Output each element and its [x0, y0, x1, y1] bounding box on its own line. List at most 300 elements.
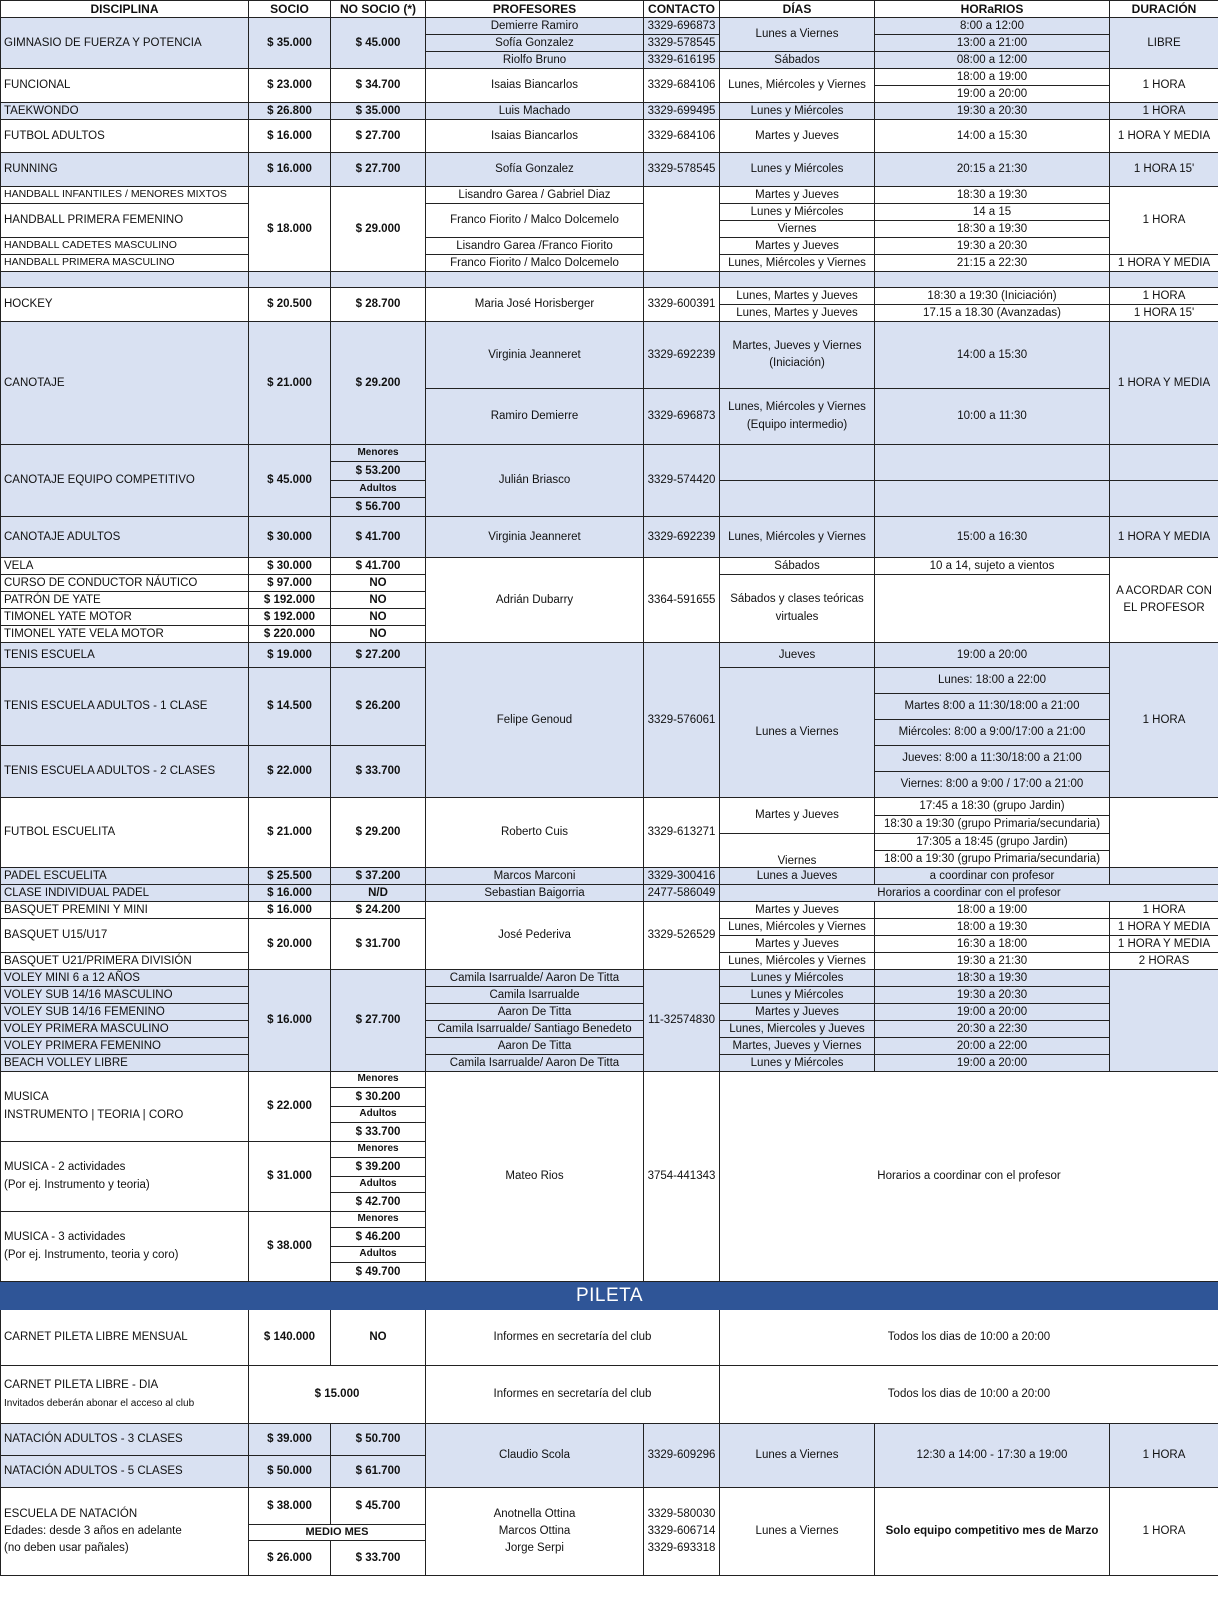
- discipline-name: HOCKEY: [1, 288, 249, 322]
- socio-price: $ 14.500: [249, 668, 331, 746]
- teacher: Isaias Biancarlos: [426, 120, 644, 153]
- table-row: [1, 1021, 1218, 1038]
- teacher: Camila Isarrualde/ Aaron De Titta: [426, 1055, 644, 1072]
- discipline-name: TENIS ESCUELA: [1, 643, 249, 668]
- socio-price: $ 21.000: [249, 322, 331, 445]
- table-row: [1, 987, 1218, 1004]
- table-row: [1, 238, 1218, 255]
- socio-price: $ 30.000: [249, 517, 331, 558]
- phone: 3329-696873: [644, 389, 720, 445]
- musica-title: MUSICA - 3 actividades: [4, 1231, 126, 1244]
- no-socio-price: NO: [331, 609, 426, 626]
- socio-price: $ 25.500: [249, 868, 331, 885]
- no-socio-price: $ 41.700: [331, 558, 426, 575]
- days: Sábados: [720, 52, 875, 69]
- schedule: Horarios a coordinar con el profesor: [720, 885, 1218, 902]
- musica-title: MUSICA: [4, 1091, 49, 1104]
- days: Lunes y Miércoles: [720, 987, 875, 1004]
- phone: 3329-692239: [644, 322, 720, 389]
- table-row: [1, 288, 1218, 305]
- duration: 1 HORA Y MEDIA: [1110, 517, 1218, 558]
- adultos-label: Adultos: [331, 1247, 426, 1263]
- teacher: Virginia Jeanneret: [426, 517, 644, 558]
- duration: [1110, 970, 1218, 1072]
- schedule: 14:00 a 15:30: [875, 120, 1110, 153]
- teacher: Demierre Ramiro: [426, 18, 644, 35]
- phone: 3754-441343: [644, 1072, 720, 1282]
- teacher: Claudio Scola: [426, 1424, 644, 1488]
- escuela-title: ESCUELA DE NATACIÓN: [4, 1507, 138, 1520]
- phone-number: 3329-606714: [647, 1524, 716, 1537]
- schedule: 19:30 a 21:30: [875, 953, 1110, 970]
- discipline-name: FUNCIONAL: [1, 69, 249, 103]
- socio-price: $ 26.800: [249, 103, 331, 120]
- phone-number: 3329-580030: [647, 1507, 716, 1520]
- socio-price: $ 192.000: [249, 609, 331, 626]
- musica-subtitle: (Por ej. Instrumento, teoria y coro): [4, 1248, 179, 1261]
- table-row: [1, 1055, 1218, 1072]
- socio-price: $ 19.000: [249, 643, 331, 668]
- days: [720, 445, 875, 481]
- no-socio-price: $ 61.700: [331, 1456, 426, 1488]
- table-row: [1, 120, 1218, 153]
- musica-subtitle: (Por ej. Instrumento y teoria): [4, 1178, 150, 1191]
- phone: 3329-576061: [644, 643, 720, 798]
- schedule: 18:30 a 19:30 (Iniciación): [875, 288, 1110, 305]
- schedule: 18:00 a 19:00: [875, 69, 1110, 86]
- discipline-name: PADEL ESCUELITA: [1, 868, 249, 885]
- schedule: 20:30 a 22:30: [875, 1021, 1110, 1038]
- schedule: [875, 575, 1110, 643]
- table-row: [1, 643, 1218, 668]
- discipline-name: PATRÓN DE YATE: [1, 592, 249, 609]
- table-row: [1, 970, 1218, 987]
- discipline-name: NATACIÓN ADULTOS - 5 CLASES: [1, 1456, 249, 1488]
- teacher: Sofía Gonzalez: [426, 153, 644, 187]
- phone-number: 3329-693318: [647, 1542, 716, 1555]
- teacher: Felipe Genoud: [426, 643, 644, 798]
- socio-price: $ 192.000: [249, 592, 331, 609]
- duration: 2 HORAS: [1110, 953, 1218, 970]
- duration: 1 HORA 15': [1110, 305, 1218, 322]
- schedule: 19:30 a 20:30: [875, 238, 1110, 255]
- carnet-dia-title: CARNET PILETA LIBRE - DIA: [4, 1379, 159, 1392]
- no-socio-price: $ 28.700: [331, 288, 426, 322]
- discipline-name: FUTBOL ESCUELITA: [1, 798, 249, 868]
- days: Viernes: [720, 221, 875, 238]
- discipline-name: VOLEY SUB 14/16 FEMENINO: [1, 1004, 249, 1021]
- socio-price: $ 45.000: [249, 445, 331, 517]
- days: Martes, Jueves y Viernes (Iniciación): [720, 322, 875, 389]
- phone: 3329-600391: [644, 288, 720, 322]
- schedule: 19:00 a 20:00: [875, 86, 1110, 103]
- no-socio-price: $ 35.000: [331, 103, 426, 120]
- discipline-name: TIMONEL YATE VELA MOTOR: [1, 626, 249, 643]
- days: Lunes y Miércoles: [720, 204, 875, 221]
- discipline-name: VOLEY PRIMERA MASCULINO: [1, 1021, 249, 1038]
- duration: 1 HORA: [1110, 1488, 1218, 1576]
- socio-price: $ 23.000: [249, 69, 331, 103]
- socio-price: $ 18.000: [249, 187, 331, 272]
- teacher-name: Marcos Ottina: [498, 1524, 571, 1537]
- days: Lunes, Miércoles y Viernes: [720, 69, 875, 103]
- section-header-row: [1, 1282, 1218, 1310]
- no-socio-price: $ 27.200: [331, 643, 426, 668]
- days: Sábados y clases teóricas virtuales: [720, 575, 875, 643]
- phone: [644, 187, 720, 272]
- teacher: Roberto Cuis: [426, 798, 644, 868]
- discipline-name: GIMNASIO DE FUERZA Y POTENCIA: [1, 18, 249, 69]
- schedule: 08:00 a 12:00: [875, 52, 1110, 69]
- discipline-name: CANOTAJE: [1, 322, 249, 445]
- menores-label: Menores: [331, 1212, 426, 1228]
- teacher: Adrián Dubarry: [426, 558, 644, 643]
- discipline-name: FUTBOL ADULTOS: [1, 120, 249, 153]
- discipline-name: HANDBALL PRIMERA FEMENINO: [1, 204, 249, 238]
- duration: A ACORDAR CON EL PROFESOR: [1110, 558, 1218, 643]
- menores-label: Menores: [331, 1072, 426, 1088]
- discipline-name: TAEKWONDO: [1, 103, 249, 120]
- schedule: Todos los dias de 10:00 a 20:00: [720, 1310, 1218, 1366]
- days: Lunes, Miércoles y Viernes: [720, 255, 875, 272]
- discipline-name: HANDBALL INFANTILES / MENORES MIXTOS: [1, 187, 249, 204]
- teacher: Maria José Horisberger: [426, 288, 644, 322]
- schedule: Lunes: 18:00 a 22:00: [875, 668, 1110, 694]
- table-row: [1, 517, 1218, 558]
- days: Martes y Jueves: [720, 902, 875, 919]
- teacher: Franco Fiorito / Malco Dolcemelo: [426, 204, 644, 238]
- table-row: [1, 187, 1218, 204]
- table-row: [1, 1072, 1218, 1088]
- days: Lunes, Miércoles y Viernes: [720, 517, 875, 558]
- discipline-name: BASQUET U15/U17: [1, 919, 249, 953]
- days: Lunes, Miércoles y Viernes (Equipo intermedio): [720, 389, 875, 445]
- socio-price: $ 16.000: [249, 153, 331, 187]
- days: Martes y Jueves: [720, 187, 875, 204]
- socio-price: $ 16.000: [249, 885, 331, 902]
- schedule: 17.15 a 18.30 (Avanzadas): [875, 305, 1110, 322]
- phone: 3329-692239: [644, 517, 720, 558]
- no-socio-price: $ 50.700: [331, 1424, 426, 1456]
- days: Lunes a Viernes: [720, 668, 875, 798]
- days: Lunes y Miércoles: [720, 103, 875, 120]
- socio-price: $ 26.000: [249, 1541, 331, 1576]
- discipline-name: BASQUET PREMINI Y MINI: [1, 902, 249, 919]
- days: Lunes y Miércoles: [720, 1055, 875, 1072]
- schedule: 18:30 a 19:30: [875, 187, 1110, 204]
- days: Martes y Jueves: [720, 936, 875, 953]
- schedule: 18:00 a 19:30: [875, 919, 1110, 936]
- duration: 1 HORA: [1110, 902, 1218, 919]
- no-socio-price: $ 37.200: [331, 868, 426, 885]
- header-contacto: CONTACTO: [644, 1, 720, 18]
- discipline-name: HANDBALL CADETES MASCULINO: [1, 238, 249, 255]
- phone: 3329-578545: [644, 153, 720, 187]
- no-socio-price: $ 33.700: [331, 1123, 426, 1142]
- header-horarios: HORaRIOS: [875, 1, 1110, 18]
- table-row: [1, 255, 1218, 272]
- days: Lunes a Viernes: [720, 18, 875, 52]
- header-no-socio: NO SOCIO (*): [331, 1, 426, 18]
- schedule: 19:00 a 20:00: [875, 1055, 1110, 1072]
- socio-price: $ 38.000: [249, 1212, 331, 1282]
- table-row: [1, 1366, 1218, 1424]
- days: Martes y Jueves: [720, 1004, 875, 1021]
- duration: 1 HORA: [1110, 103, 1218, 120]
- schedule: 14:00 a 15:30: [875, 322, 1110, 389]
- no-socio-price: $ 42.700: [331, 1193, 426, 1212]
- discipline-name: TIMONEL YATE MOTOR: [1, 609, 249, 626]
- table-row: [1, 1488, 1218, 1525]
- escuela-edades: Edades: desde 3 años en adelante: [4, 1524, 182, 1537]
- no-socio-price: $ 27.700: [331, 970, 426, 1072]
- socio-price: $ 38.000: [249, 1488, 331, 1525]
- days: Lunes a Viernes: [720, 1488, 875, 1576]
- schedule: 20:15 a 21:30: [875, 153, 1110, 187]
- duration: 1 HORA 15': [1110, 153, 1218, 187]
- schedule: Martes 8:00 a 11:30/18:00 a 21:00: [875, 694, 1110, 720]
- teacher: [426, 1488, 644, 1576]
- table-row: [1, 153, 1218, 187]
- schedule: Todos los dias de 10:00 a 20:00: [720, 1366, 1218, 1424]
- phone: 11-32574830: [644, 970, 720, 1072]
- no-socio-price: $ 26.200: [331, 668, 426, 746]
- schedule: a coordinar con profesor: [875, 868, 1110, 885]
- phone: 3329-574420: [644, 445, 720, 517]
- phone: 3329-613271: [644, 798, 720, 868]
- duration: [1110, 481, 1218, 517]
- teacher: Camila Isarrualde: [426, 987, 644, 1004]
- table-row: [1, 204, 1218, 221]
- no-socio-price: $ 27.700: [331, 120, 426, 153]
- table-row: [1, 18, 1218, 35]
- socio-price: $ 50.000: [249, 1456, 331, 1488]
- phone: [644, 1488, 720, 1576]
- table-row: [1, 1004, 1218, 1021]
- no-socio-price: $ 27.700: [331, 153, 426, 187]
- no-socio-price: NO: [331, 575, 426, 592]
- table-row: [1, 868, 1218, 885]
- days: Viernes: [720, 834, 875, 868]
- teacher: Informes en secretaría del club: [426, 1366, 720, 1424]
- days: Lunes, Miércoles y Viernes: [720, 953, 875, 970]
- no-socio-price: $ 41.700: [331, 517, 426, 558]
- discipline-name: [1, 1212, 249, 1282]
- duration: 1 HORA: [1110, 1424, 1218, 1488]
- days: Martes, Jueves y Viernes: [720, 1038, 875, 1055]
- table-row: [1, 322, 1218, 389]
- no-socio-price: $ 33.700: [331, 746, 426, 798]
- header-duracion: DURACIÓN: [1110, 1, 1218, 18]
- no-socio-price: NO: [331, 626, 426, 643]
- discipline-name: VOLEY PRIMERA FEMENINO: [1, 1038, 249, 1055]
- schedule: 18:00 a 19:00: [875, 902, 1110, 919]
- schedule: 10:00 a 11:30: [875, 389, 1110, 445]
- teacher: Mateo Rios: [426, 1072, 644, 1282]
- table-row: [1, 885, 1218, 902]
- phone: 3329-526529: [644, 902, 720, 970]
- teacher: Riolfo Bruno: [426, 52, 644, 69]
- schedule: 10 a 14, sujeto a vientos: [875, 558, 1110, 575]
- socio-price: $ 21.000: [249, 798, 331, 868]
- schedule: 18:00 a 19:30 (grupo Primaria/secundaria): [875, 851, 1110, 868]
- days: Martes y Jueves: [720, 798, 875, 834]
- discipline-name: CARNET PILETA LIBRE MENSUAL: [1, 1310, 249, 1366]
- schedule: 21:15 a 22:30: [875, 255, 1110, 272]
- discipline-name: HANDBALL PRIMERA MASCULINO: [1, 255, 249, 272]
- teacher: Lisandro Garea /Franco Fiorito: [426, 238, 644, 255]
- socio-price: $ 20.000: [249, 919, 331, 970]
- phone: 3329-300416: [644, 868, 720, 885]
- discipline-name: NATACIÓN ADULTOS - 3 CLASES: [1, 1424, 249, 1456]
- teacher: Aaron De Titta: [426, 1004, 644, 1021]
- duration: [1110, 868, 1218, 885]
- no-socio-price: $ 56.700: [331, 498, 426, 517]
- discipline-name: [1, 1366, 249, 1424]
- duration: 1 HORA Y MEDIA: [1110, 936, 1218, 953]
- phone: 3329-578545: [644, 35, 720, 52]
- socio-price: $ 30.000: [249, 558, 331, 575]
- days: Lunes a Viernes: [720, 1424, 875, 1488]
- days: Lunes a Jueves: [720, 868, 875, 885]
- duration: 1 HORA: [1110, 69, 1218, 103]
- discipline-name: [1, 1072, 249, 1142]
- teacher: Camila Isarrualde/ Aaron De Titta: [426, 970, 644, 987]
- table-row: [1, 103, 1218, 120]
- phone: 2477-586049: [644, 885, 720, 902]
- days: Lunes y Miércoles: [720, 153, 875, 187]
- teacher: Ramiro Demierre: [426, 389, 644, 445]
- no-socio-price: $ 49.700: [331, 1263, 426, 1282]
- no-socio-price: NO: [331, 592, 426, 609]
- no-socio-price: $ 33.700: [331, 1541, 426, 1576]
- teacher: Sebastian Baigorria: [426, 885, 644, 902]
- header-disciplina: DISCIPLINA: [1, 1, 249, 18]
- days: Martes y Jueves: [720, 120, 875, 153]
- escuela-nota: (no deben usar pañales): [4, 1542, 129, 1555]
- socio-price: $ 16.000: [249, 970, 331, 1072]
- teacher: Julián Briasco: [426, 445, 644, 517]
- no-socio-price: NO: [331, 1310, 426, 1366]
- header-profesores: PROFESORES: [426, 1, 644, 18]
- schedule: 8:00 a 12:00: [875, 18, 1110, 35]
- adultos-label: Adultos: [331, 1177, 426, 1193]
- schedule: Solo equipo competitivo mes de Marzo: [875, 1488, 1110, 1576]
- duration: 1 HORA Y MEDIA: [1110, 120, 1218, 153]
- no-socio-price: $ 34.700: [331, 69, 426, 103]
- schedule: 18:30 a 19:30 (grupo Primaria/secundaria): [875, 816, 1110, 834]
- discipline-name: VOLEY MINI 6 a 12 AÑOS: [1, 970, 249, 987]
- musica-subtitle: INSTRUMENTO | TEORIA | CORO: [4, 1108, 184, 1121]
- header-row: [1, 1, 1218, 18]
- schedule: Miércoles: 8:00 a 9:00/17:00 a 21:00: [875, 720, 1110, 746]
- phone: 3329-609296: [644, 1424, 720, 1488]
- schedule: 13:00 a 21:00: [875, 35, 1110, 52]
- no-socio-price: $ 31.700: [331, 919, 426, 970]
- no-socio-price: $ 29.200: [331, 798, 426, 868]
- discipline-name: CANOTAJE ADULTOS: [1, 517, 249, 558]
- days: Lunes, Miercoles y Jueves: [720, 1021, 875, 1038]
- schedule: 18:30 a 19:30: [875, 221, 1110, 238]
- socio-price: $ 31.000: [249, 1142, 331, 1212]
- menores-label: Menores: [331, 1142, 426, 1158]
- table-row: [1, 798, 1218, 816]
- carnet-dia-note: Invitados deberán abonar el acceso al club: [4, 1397, 195, 1409]
- no-socio-price: $ 45.000: [331, 18, 426, 69]
- schedule: 18:30 a 19:30: [875, 970, 1110, 987]
- socio-price: $ 22.000: [249, 746, 331, 798]
- teacher-name: Anotnella Ottina: [493, 1507, 576, 1520]
- schedule: Jueves: 8:00 a 11:30/18:00 a 21:00: [875, 746, 1110, 772]
- teacher: Camila Isarrualde/ Santiago Benedeto: [426, 1021, 644, 1038]
- discipline-name: CLASE INDIVIDUAL PADEL: [1, 885, 249, 902]
- table-row: [1, 69, 1218, 86]
- no-socio-price: $ 53.200: [331, 462, 426, 481]
- teacher: Sofía Gonzalez: [426, 35, 644, 52]
- table-row: [1, 902, 1218, 919]
- medio-mes-label: MEDIO MES: [249, 1525, 426, 1541]
- menores-label: Menores: [331, 445, 426, 462]
- duration: 1 HORA: [1110, 288, 1218, 305]
- teacher: Informes en secretaría del club: [426, 1310, 720, 1366]
- duration: 1 HORA Y MEDIA: [1110, 255, 1218, 272]
- teacher: Luis Machado: [426, 103, 644, 120]
- socio-price: $ 22.000: [249, 1072, 331, 1142]
- schedule: 19:30 a 20:30: [875, 987, 1110, 1004]
- duration: 1 HORA Y MEDIA: [1110, 322, 1218, 445]
- discipline-name: CURSO DE CONDUCTOR NÁUTICO: [1, 575, 249, 592]
- price: $ 15.000: [249, 1366, 426, 1424]
- socio-price: $ 35.000: [249, 18, 331, 69]
- no-socio-price: $ 45.700: [331, 1488, 426, 1525]
- phone: 3329-616195: [644, 52, 720, 69]
- days: Sábados: [720, 558, 875, 575]
- schedule: 17:45 a 18:30 (grupo Jardin): [875, 798, 1110, 816]
- section-title-pileta: PILETA: [1, 1282, 1218, 1310]
- schedule: 19:30 a 20:30: [875, 103, 1110, 120]
- phone: 3329-699495: [644, 103, 720, 120]
- header-dias: DÍAS: [720, 1, 875, 18]
- no-socio-price: N/D: [331, 885, 426, 902]
- schedule: 16:30 a 18:00: [875, 936, 1110, 953]
- socio-price: $ 220.000: [249, 626, 331, 643]
- discipline-name: TENIS ESCUELA ADULTOS - 2 CLASES: [1, 746, 249, 798]
- no-socio-price: $ 29.000: [331, 187, 426, 272]
- duration: LIBRE: [1110, 18, 1218, 69]
- days: Lunes y Miércoles: [720, 970, 875, 987]
- schedule: Horarios a coordinar con el profesor: [720, 1072, 1218, 1282]
- phone: 3329-684106: [644, 120, 720, 153]
- schedule: [875, 481, 1110, 517]
- no-socio-price: $ 30.200: [331, 1088, 426, 1107]
- phone: 3329-684106: [644, 69, 720, 103]
- discipline-name: CANOTAJE EQUIPO COMPETITIVO: [1, 445, 249, 517]
- teacher: Aaron De Titta: [426, 1038, 644, 1055]
- socio-price: $ 140.000: [249, 1310, 331, 1366]
- schedule: 15:00 a 16:30: [875, 517, 1110, 558]
- table-row: [1, 445, 1218, 462]
- teacher: Isaias Biancarlos: [426, 69, 644, 103]
- discipline-name: TENIS ESCUELA ADULTOS - 1 CLASE: [1, 668, 249, 746]
- table-row: [1, 1310, 1218, 1366]
- adultos-label: Adultos: [331, 1107, 426, 1123]
- days: Lunes, Martes y Jueves: [720, 305, 875, 322]
- teacher: Virginia Jeanneret: [426, 322, 644, 389]
- table-row: [1, 558, 1218, 575]
- table-row: [1, 1424, 1218, 1456]
- schedule: 19:00 a 20:00: [875, 1004, 1110, 1021]
- discipline-name: RUNNING: [1, 153, 249, 187]
